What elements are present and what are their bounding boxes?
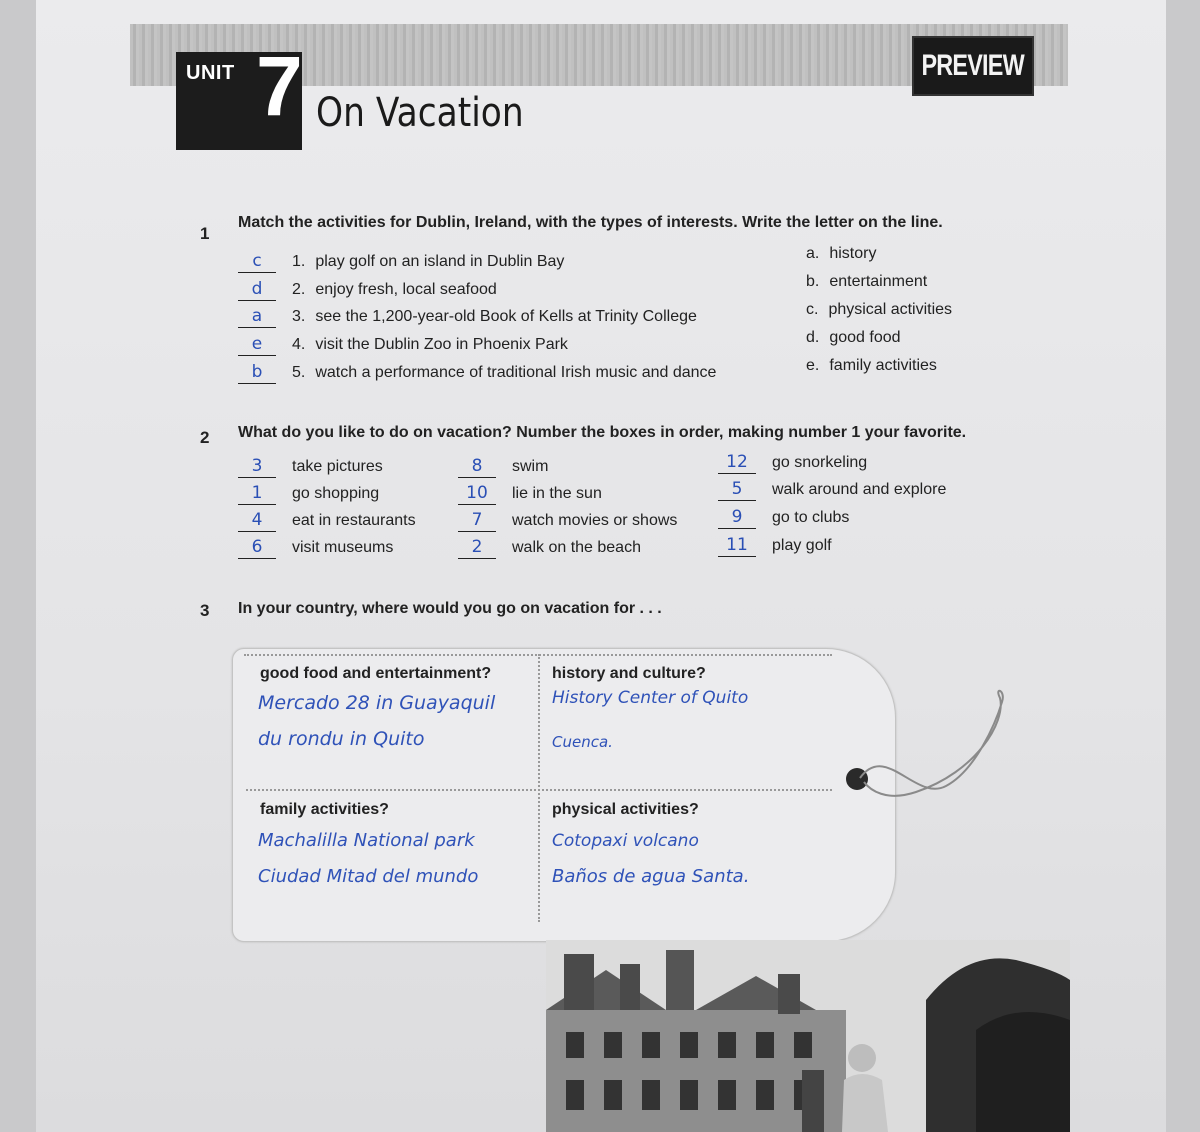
q1-option-letter: d.: [806, 329, 820, 346]
q2-rank-field[interactable]: 8: [458, 457, 496, 478]
q2-item-text: lie in the sun: [512, 485, 602, 502]
q1-item-text: play golf on an island in Dublin Bay: [315, 253, 565, 270]
q1-item-text: watch a performance of traditional Irish music and dance: [315, 364, 717, 381]
q1-item-number: 2.: [292, 281, 306, 298]
q1-number: 1: [200, 224, 210, 243]
q1-item: [238, 335, 568, 356]
q2-item: [458, 457, 548, 478]
q3-answer-line[interactable]: Ciudad Mitad del mundo: [258, 866, 479, 887]
q3-cell-label: physical activities?: [552, 801, 699, 818]
q3-number: 3: [200, 601, 210, 620]
q2-item: [238, 511, 416, 532]
q1-option-letter: e.: [806, 357, 820, 374]
q3-cell-label: history and culture?: [552, 665, 706, 682]
q2-item: [458, 511, 677, 532]
q1-option: [806, 329, 901, 347]
q2-item: [718, 536, 832, 557]
q2-rank-field[interactable]: 4: [238, 511, 276, 532]
q2-item-text: swim: [512, 458, 549, 475]
q3-answer-line[interactable]: Machalilla National park: [258, 830, 475, 851]
q2-rank-field[interactable]: 9: [718, 508, 756, 529]
q2-rank-field[interactable]: 5: [718, 480, 756, 501]
q2-item-text: eat in restaurants: [292, 512, 416, 529]
q1-item-number: 3.: [292, 308, 306, 325]
page-title: On Vacation: [316, 90, 524, 136]
q3-cell-label: family activities?: [260, 801, 389, 818]
q2-item: [718, 480, 946, 501]
q2-item: [458, 484, 602, 505]
q1-option-letter: c.: [806, 301, 819, 318]
preview-badge: [912, 36, 1034, 96]
building-illustration: [546, 940, 1070, 1132]
q2-rank-field[interactable]: 1: [238, 484, 276, 505]
q2-rank-field[interactable]: 3: [238, 457, 276, 478]
q1-answer-field[interactable]: e: [238, 335, 276, 356]
q2-item: [458, 538, 641, 559]
q1-option-text: good food: [829, 329, 901, 346]
q2-item: [718, 453, 867, 474]
q1-option: [806, 245, 876, 263]
unit-number: 7: [256, 39, 303, 133]
q2-rank-field[interactable]: 7: [458, 511, 496, 532]
q1-item: [238, 280, 497, 301]
unit-label: UNIT: [186, 62, 235, 84]
q1-option-text: physical activities: [828, 301, 953, 318]
q2-item-text: play golf: [772, 537, 832, 554]
q3-instruction: In your country, where would you go on vacation for . . .: [238, 600, 662, 617]
q1-item-number: 5.: [292, 364, 306, 381]
preview-label: PREVIEW: [921, 49, 1025, 82]
q2-item-text: go snorkeling: [772, 454, 868, 471]
q2-item: [238, 457, 383, 478]
q1-option: [806, 357, 937, 375]
q1-answer-field[interactable]: b: [238, 363, 276, 384]
q1-item-number: 1.: [292, 253, 306, 270]
dublin-building-photo: [546, 940, 1070, 1132]
q1-option-letter: b.: [806, 273, 820, 290]
tag-divider-vertical: [538, 654, 540, 922]
q2-item: [718, 508, 849, 529]
q2-rank-field[interactable]: 2: [458, 538, 496, 559]
q1-option-text: family activities: [829, 357, 937, 374]
q1-answer-field[interactable]: c: [238, 252, 276, 273]
q1-item-text: visit the Dublin Zoo in Phoenix Park: [315, 336, 568, 353]
q3-answer-line[interactable]: History Center of Quito: [552, 688, 749, 708]
q2-rank-field[interactable]: 12: [718, 453, 756, 474]
q1-item: [238, 307, 697, 328]
q2-item-text: walk around and explore: [772, 481, 947, 498]
q1-item: [238, 252, 564, 273]
q2-item-text: watch movies or shows: [512, 512, 678, 529]
q1-item-number: 4.: [292, 336, 306, 353]
q2-rank-field[interactable]: 11: [718, 536, 756, 557]
q1-option: [806, 301, 952, 319]
q2-item-text: visit museums: [292, 539, 394, 556]
q3-answer-line[interactable]: Baños de agua Santa.: [552, 866, 750, 887]
q3-answer-line[interactable]: Mercado 28 in Guayaquil: [258, 692, 496, 714]
q2-rank-field[interactable]: 10: [458, 484, 496, 505]
q1-item-text: see the 1,200-year-old Book of Kells at Trinity College: [315, 308, 697, 325]
q2-instruction: What do you like to do on vacation? Number the boxes in order, making number 1 your favorite.: [238, 424, 967, 441]
q1-answer-field[interactable]: d: [238, 280, 276, 301]
q1-option-letter: a.: [806, 245, 820, 262]
tag-string: [856, 682, 1032, 812]
q1-answer-field[interactable]: a: [238, 307, 276, 328]
q2-item-text: walk on the beach: [512, 539, 641, 556]
q3-answer-line[interactable]: Cuenca.: [552, 733, 613, 751]
q2-item-text: go shopping: [292, 485, 380, 502]
q1-option-text: history: [829, 245, 877, 262]
q2-rank-field[interactable]: 6: [238, 538, 276, 559]
q2-item-text: go to clubs: [772, 509, 850, 526]
q1-item-text: enjoy fresh, local seafood: [315, 281, 497, 298]
q2-item-text: take pictures: [292, 458, 383, 475]
q3-answer-line[interactable]: Cotopaxi volcano: [552, 831, 699, 851]
q3-answer-line[interactable]: du rondu in Quito: [258, 728, 425, 750]
q1-option: [806, 273, 927, 291]
unit-badge: [176, 39, 303, 150]
q2-number: 2: [200, 428, 210, 447]
q2-item: [238, 538, 393, 559]
q1-option-text: entertainment: [829, 273, 928, 290]
q2-item: [238, 484, 379, 505]
q1-instruction: Match the activities for Dublin, Ireland, with the types of interests. Write the letter on the line.: [238, 214, 943, 231]
q1-item: [238, 363, 716, 384]
q3-cell-label: good food and entertainment?: [260, 665, 492, 682]
